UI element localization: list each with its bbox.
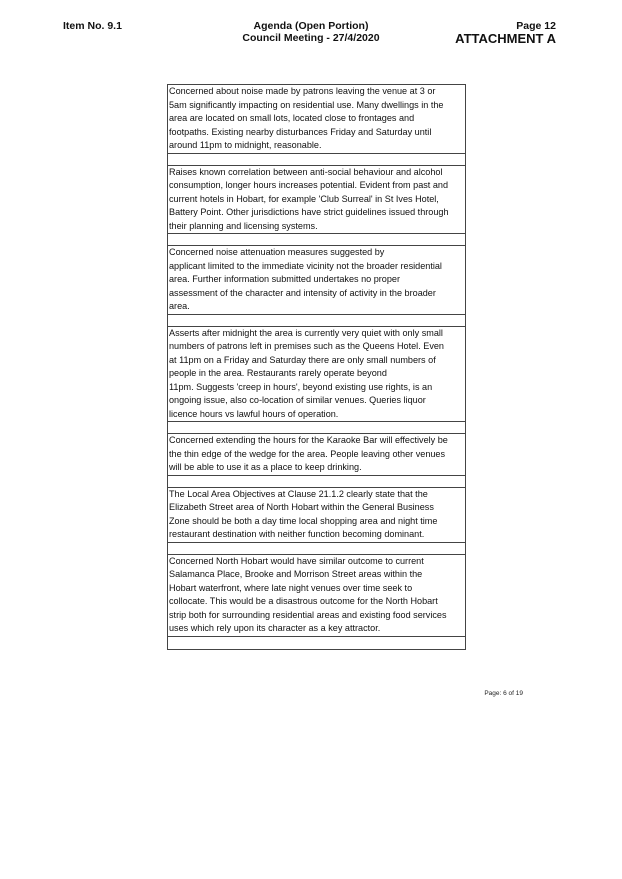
- page-label: Page 12: [516, 20, 556, 32]
- comment-line: Zone should be both a day time local shopping area and night time: [169, 515, 438, 526]
- comment-line: numbers of patrons left in premises such as the Queens Hotel. Even: [169, 341, 444, 351]
- comment-line: area. Further information submitted undertakes no proper: [169, 274, 401, 284]
- spacer-row: [168, 475, 466, 487]
- spacer-cell: [168, 475, 466, 487]
- spacer-row: [168, 636, 466, 649]
- comment-row: [168, 85, 466, 154]
- comment-cell: [168, 246, 466, 315]
- spacer-cell: [168, 422, 466, 434]
- comment-line: Battery Point. Other jurisdictions have strict guidelines issued through: [169, 207, 449, 217]
- comment-line: Salamanca Place, Brooke and Morrison Street areas within the: [169, 569, 423, 579]
- comment-line: Concerned North Hobart would have similar outcome to current: [169, 555, 424, 566]
- spacer-row: [168, 153, 466, 165]
- comment-cell: [168, 434, 466, 476]
- comment-line: current hotels in Hobart, for example 'Club Surreal' in St Ives Hotel,: [169, 193, 439, 204]
- comment-cell: [168, 487, 466, 542]
- item-number: Item No. 9.1: [63, 20, 122, 32]
- spacer-row: [168, 422, 466, 434]
- comment-line: footpaths. Existing nearby disturbances Friday and Saturday until: [169, 126, 432, 137]
- comment-line: will be able to use it as a place to keep drinking.: [169, 462, 362, 472]
- spacer-cell: [168, 314, 466, 326]
- comment-line: uses which rely upon its character as a key attractor.: [169, 623, 381, 633]
- comment-line: licence hours vs lawful hours of operation.: [169, 408, 339, 419]
- comment-line: their planning and licensing systems.: [169, 220, 318, 231]
- comment-line: Concerned extending the hours for the Karaoke Bar will effectively be: [169, 435, 448, 445]
- comment-line: restaurant destination with neither function becoming dominant.: [169, 529, 425, 539]
- comment-line: area.: [169, 301, 190, 311]
- comment-line: 11pm. Suggests 'creep in hours', beyond existing use rights, is an: [169, 381, 433, 392]
- comment-line: area are located on small lots, located close to frontages and: [169, 113, 415, 123]
- comment-line: people in the area. Restaurants rarely operate beyond: [169, 368, 387, 378]
- comment-row: [168, 434, 466, 476]
- spacer-cell: [168, 542, 466, 554]
- agenda-title: Agenda (Open Portion): [253, 20, 369, 32]
- comment-line: Elizabeth Street area of North Hobart within the General Business: [169, 502, 434, 512]
- comment-line: at 11pm on a Friday and Saturday there are only small numbers of: [169, 354, 436, 365]
- comment-line: Concerned about noise made by patrons leaving the venue at 3 or: [169, 86, 436, 96]
- comment-line: Asserts after midnight the area is currently very quiet with only small: [169, 327, 443, 338]
- comment-cell: [168, 554, 466, 636]
- comment-line: 5am significantly impacting on residential use. Many dwellings in the: [169, 99, 444, 110]
- comment-line: strip both for surrounding residential areas and existing food services: [169, 609, 447, 620]
- spacer-cell: [168, 234, 466, 246]
- comment-line: Raises known correlation between anti-social behaviour and alcohol: [169, 166, 443, 177]
- comment-row: [168, 554, 466, 636]
- comment-line: applicant limited to the immediate vicinity not the broader residential: [169, 260, 442, 271]
- spacer-row: [168, 314, 466, 326]
- comment-line: collocate. This would be a disastrous outcome for the North Hobart: [169, 596, 438, 606]
- comment-row: [168, 326, 466, 422]
- spacer-row: [168, 234, 466, 246]
- comment-line: The Local Area Objectives at Clause 21.1.2 clearly state that the: [169, 488, 428, 499]
- comment-line: Hobart waterfront, where late night venues over time seek to: [169, 582, 413, 593]
- comment-line: assessment of the character and intensity of activity in the broader: [169, 287, 436, 298]
- comment-cell: [168, 165, 466, 234]
- spacer-cell: [168, 153, 466, 165]
- comment-row: [168, 246, 466, 315]
- representations-table: [167, 84, 466, 650]
- spacer-row: [168, 542, 466, 554]
- comment-row: [168, 487, 466, 542]
- comment-cell: [168, 85, 466, 154]
- comment-cell: [168, 326, 466, 422]
- attachment-label: ATTACHMENT A: [455, 31, 556, 46]
- comment-line: the thin edge of the wedge for the area. People leaving other venues: [169, 448, 446, 459]
- comment-line: around 11pm to midnight, reasonable.: [169, 140, 322, 150]
- representations-table-body: [168, 85, 466, 650]
- spacer-cell: [168, 636, 466, 649]
- comment-line: ongoing issue, also co-location of similar venues. Queries liquor: [169, 395, 426, 405]
- page-counter: Page: 6 of 19: [484, 690, 523, 697]
- comment-line: consumption, longer hours increases potential. Evident from past and: [169, 180, 449, 190]
- comment-line: Concerned noise attenuation measures suggested by: [169, 247, 385, 257]
- comment-row: [168, 165, 466, 234]
- meeting-date: Council Meeting - 27/4/2020: [242, 32, 380, 44]
